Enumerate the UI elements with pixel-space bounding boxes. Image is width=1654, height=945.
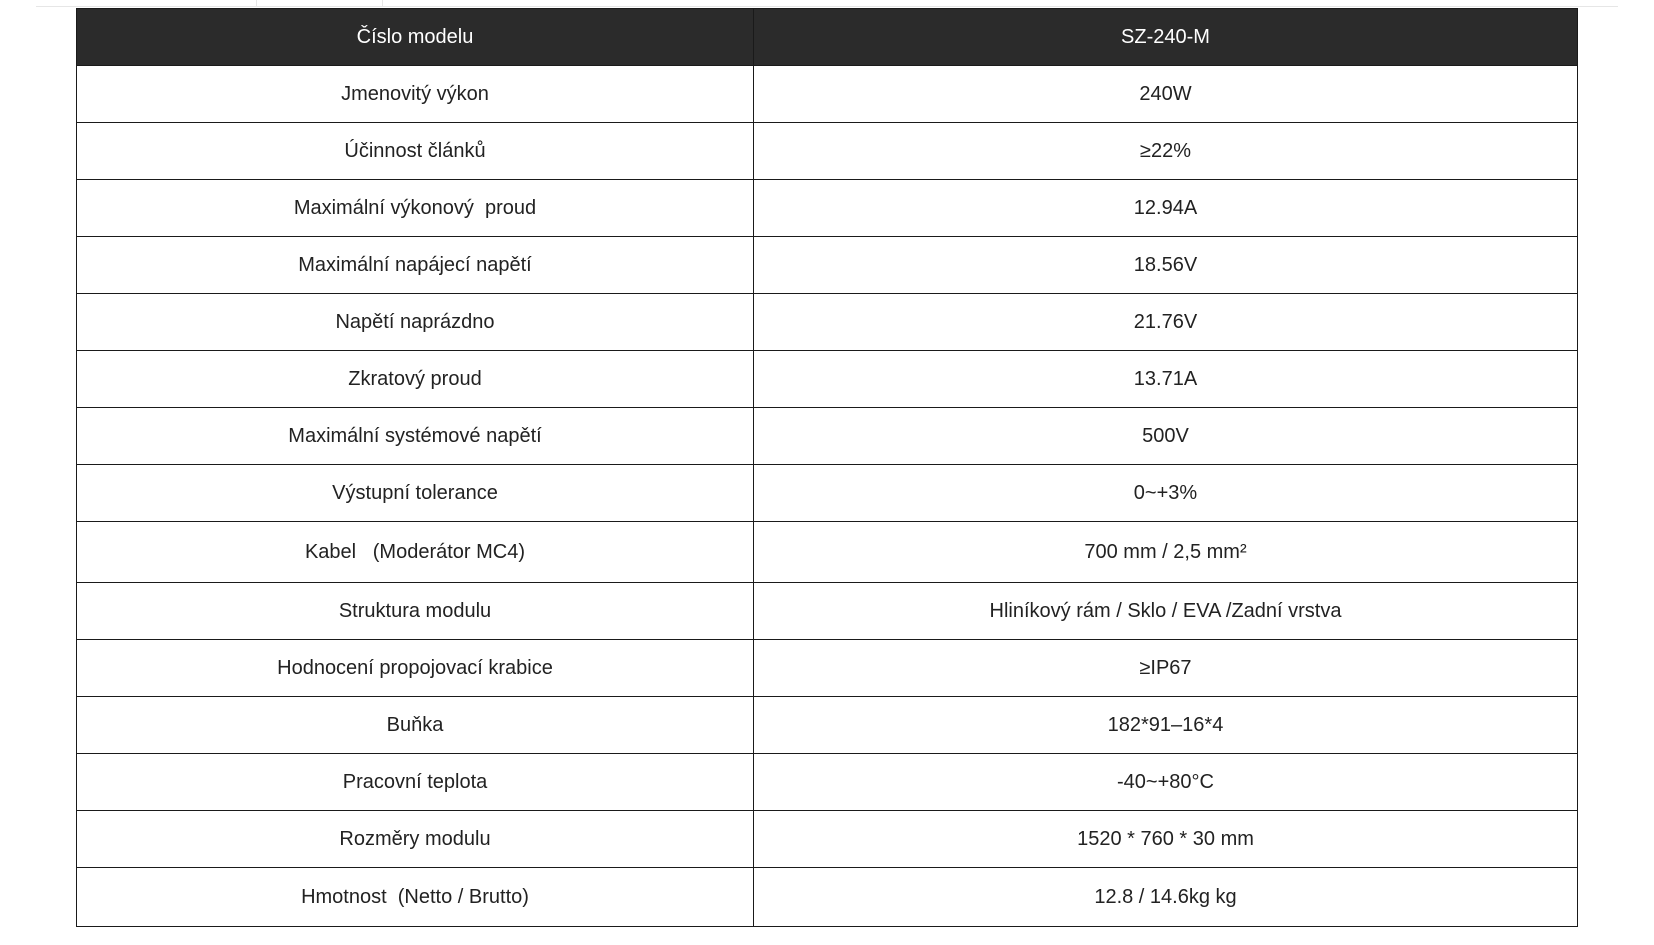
row-label: Hodnocení propojovací krabice [77,640,754,697]
table-row [77,465,1578,522]
row-value: 18.56V [754,237,1578,294]
row-value: ≥IP67 [754,640,1578,697]
row-value: ≥22% [754,123,1578,180]
row-label: Maximální napájecí napětí [77,237,754,294]
table-row [77,294,1578,351]
table-row [77,351,1578,408]
row-value: 12.94A [754,180,1578,237]
row-value: -40~+80°C [754,754,1578,811]
row-value: 13.71A [754,351,1578,408]
top-divider-tick [256,0,257,6]
row-label: Maximální výkonový proud [77,180,754,237]
row-label: Výstupní tolerance [77,465,754,522]
header-model-cell: SZ-240-M [754,9,1578,66]
row-value: 182*91–16*4 [754,697,1578,754]
row-label: Pracovní teplota [77,754,754,811]
top-divider [36,6,1618,7]
row-label: Maximální systémové napětí [77,408,754,465]
row-label: Kabel (Moderátor MC4) [77,522,754,583]
table-row [77,66,1578,123]
table-header-row [77,9,1578,66]
row-value: 500V [754,408,1578,465]
row-value: 12.8 / 14.6kg kg [754,868,1578,927]
row-label: Napětí naprázdno [77,294,754,351]
row-value: 1520 * 760 * 30 mm [754,811,1578,868]
table-row [77,180,1578,237]
table-row [77,697,1578,754]
table-row [77,868,1578,927]
row-label: Zkratový proud [77,351,754,408]
table-row [77,408,1578,465]
table-row [77,237,1578,294]
header-parameter-cell: Číslo modelu [77,9,754,66]
row-value: 240W [754,66,1578,123]
table-row [77,640,1578,697]
row-label: Buňka [77,697,754,754]
table-row [77,754,1578,811]
row-value: 700 mm / 2,5 mm² [754,522,1578,583]
row-value: 21.76V [754,294,1578,351]
table-row [77,583,1578,640]
row-label: Struktura modulu [77,583,754,640]
row-label: Hmotnost (Netto / Brutto) [77,868,754,927]
top-divider-tick [382,0,383,6]
table-row [77,123,1578,180]
table-row [77,811,1578,868]
row-label: Jmenovitý výkon [77,66,754,123]
table-row [77,522,1578,583]
row-value: Hliníkový rám / Sklo / EVA /Zadní vrstva [754,583,1578,640]
row-label: Rozměry modulu [77,811,754,868]
spec-table [76,8,1578,927]
row-value: 0~+3% [754,465,1578,522]
row-label: Účinnost článků [77,123,754,180]
